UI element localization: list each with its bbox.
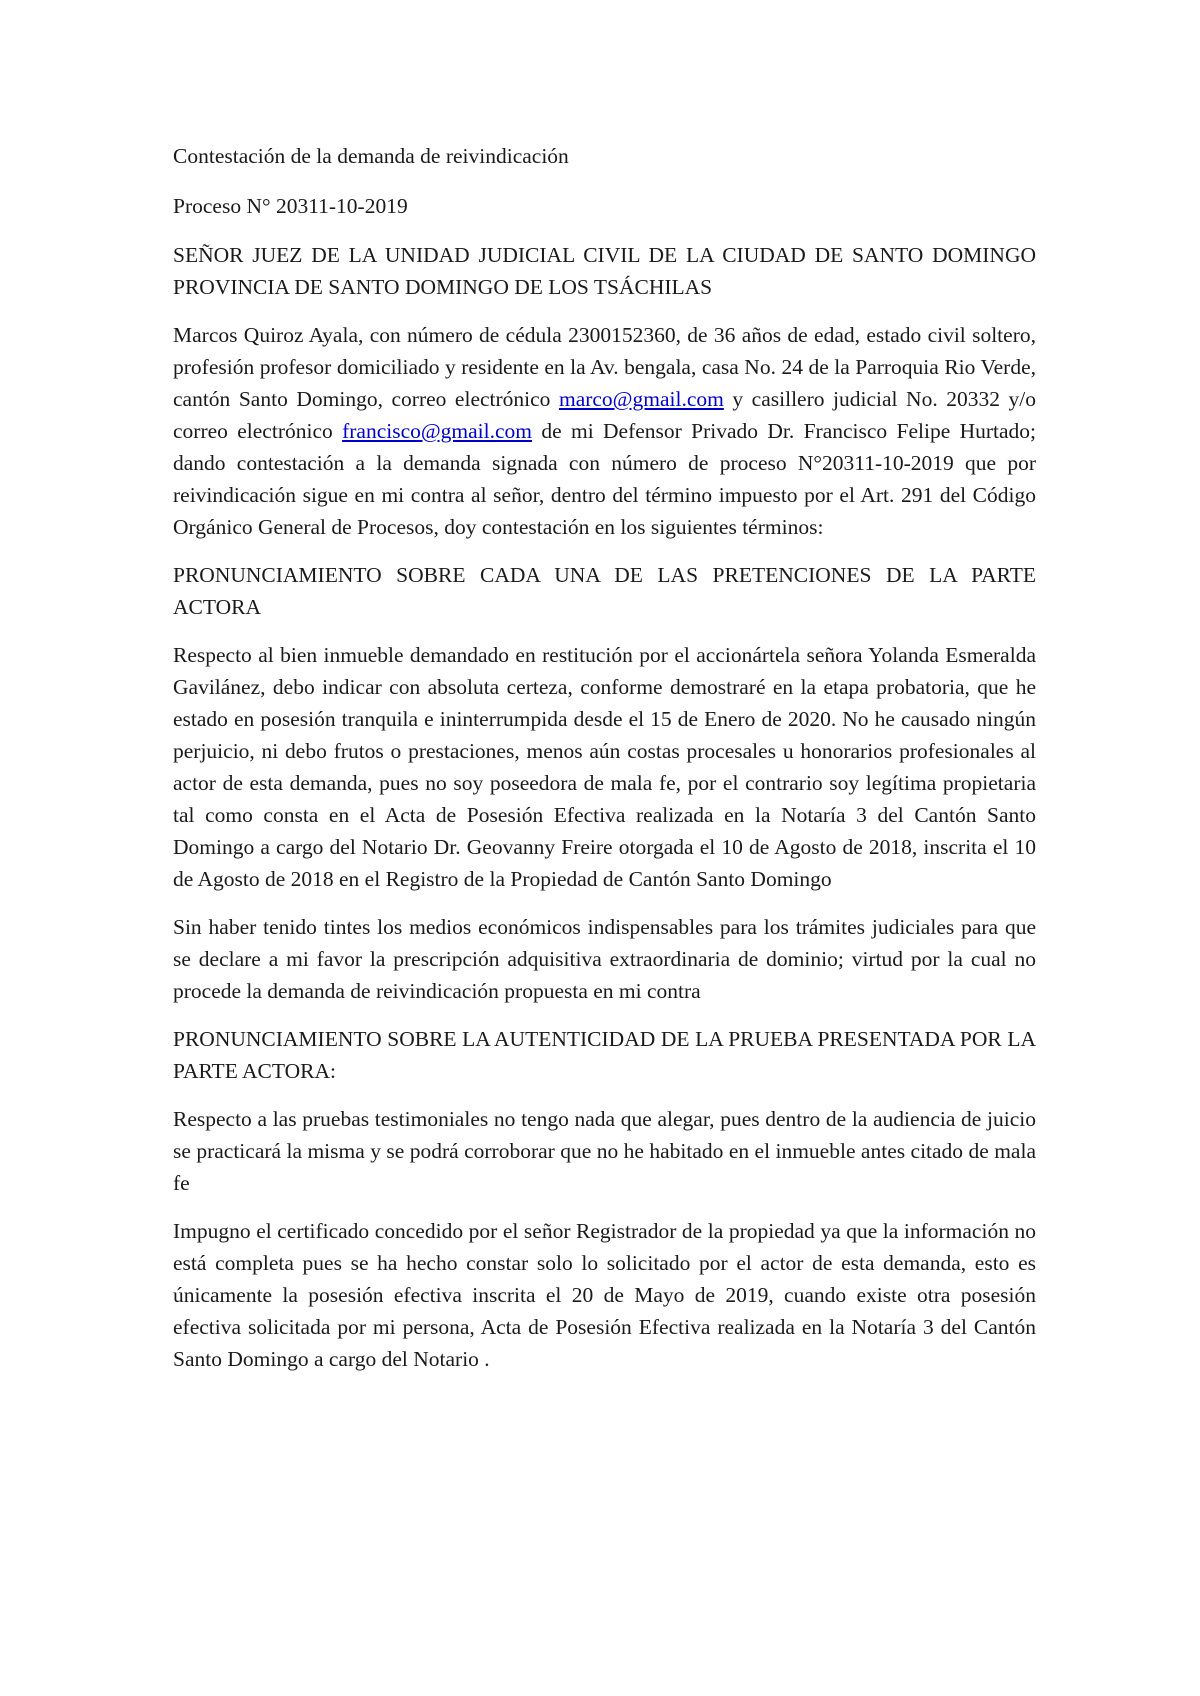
intro-text-2: y casillero judicial No. 20332 y/o correo electrónico [173, 387, 1036, 443]
document-title: Contestación de la demanda de reivindicación [173, 144, 569, 168]
paragraph-pruebas-testimoniales: Respecto a las pruebas testimoniales no tengo nada que alegar, pues dentro de la audiencia de juicio se practicará la misma y se podrá corroborar que no he habitado en el inmueble antes citado de mala fe [173, 1107, 1036, 1195]
paragraph-impugno-certificado: Impugno el certificado concedido por el señor Registrador de la propiedad ya que la información no está completa pues se ha hecho constar solo lo solicitado por el actor de esta demanda, esto es únicamente la posesión efectiva inscrita el 20 de Mayo de 2019, cuando existe otra posesión efectiva solicitada por mi persona, Acta de Posesión Efectiva realizada en la Notaría 3 del Cantón Santo Domingo a cargo del Notario . [173, 1219, 1036, 1371]
paragraph-medios-economicos: Sin haber tenido tintes los medios económicos indispensables para los trámites judiciales para que se declare a mi favor la prescripción adquisitiva extraordinaria de dominio; virtud por la cual no procede la demanda de reivindicación propuesta en mi contra [173, 915, 1036, 1003]
document-body [173, 140, 1036, 1391]
section-heading-autenticidad: PRONUNCIAMIENTO SOBRE LA AUTENTICIDAD DE LA PRUEBA PRESENTADA POR LA PARTE ACTORA: [173, 1027, 1036, 1083]
intro-text-3: de mi Defensor Privado Dr. Francisco Felipe Hurtado; dando contestación a la demanda signada con número de proceso N°20311-10-2019 que por reivindicación sigue en mi contra al señor, dentro del término impuesto por el Art. 291 del Código Orgánico General de Procesos, doy contestación en los siguientes términos: [173, 419, 1037, 539]
section-heading-pretensiones: PRONUNCIAMIENTO SOBRE CADA UNA DE LAS PRETENCIONES DE LA PARTE ACTORA [173, 563, 1036, 619]
addressee-heading: SEÑOR JUEZ DE LA UNIDAD JUDICIAL CIVIL DE LA CIUDAD DE SANTO DOMINGO PROVINCIA DE SANTO DOMINGO DE LOS TSÁCHILAS [173, 243, 1036, 299]
email-link-francisco[interactable]: francisco@gmail.com [342, 419, 533, 443]
intro-text-1: Marcos Quiroz Ayala, con número de cédula 2300152360, de 36 años de edad, estado civil soltero, profesión profesor domiciliado y residente en la Av. bengala, casa No. 24 de la Parroquia Rio Verde, cantón Santo Domingo, correo electrónico [173, 323, 1036, 411]
intro-paragraph [173, 319, 1036, 543]
process-number: Proceso N° 20311-10-2019 [173, 194, 408, 218]
paragraph-bien-inmueble: Respecto al bien inmueble demandado en restitución por el accionártela señora Yolanda Esmeralda Gavilánez, debo indicar con absoluta certeza, conforme demostraré en la etapa probatoria, que he estado en posesión tranquila e ininterrumpida desde el 15 de Enero de 2020. No he causado ningún perjuicio, ni debo frutos o prestaciones, menos aún costas procesales u honorarios profesionales al actor de esta demanda, pues no soy poseedora de mala fe, por el contrario soy legítima propietaria tal como consta en el Acta de Posesión Efectiva realizada en la Notaría 3 del Cantón Santo Domingo a cargo del Notario Dr. Geovanny Freire otorgada el 10 de Agosto de 2018, inscrita el 10 de Agosto de 2018 en el Registro de la Propiedad de Cantón Santo Domingo [173, 643, 1036, 891]
email-link-marco[interactable]: marco@gmail.com [558, 387, 724, 411]
